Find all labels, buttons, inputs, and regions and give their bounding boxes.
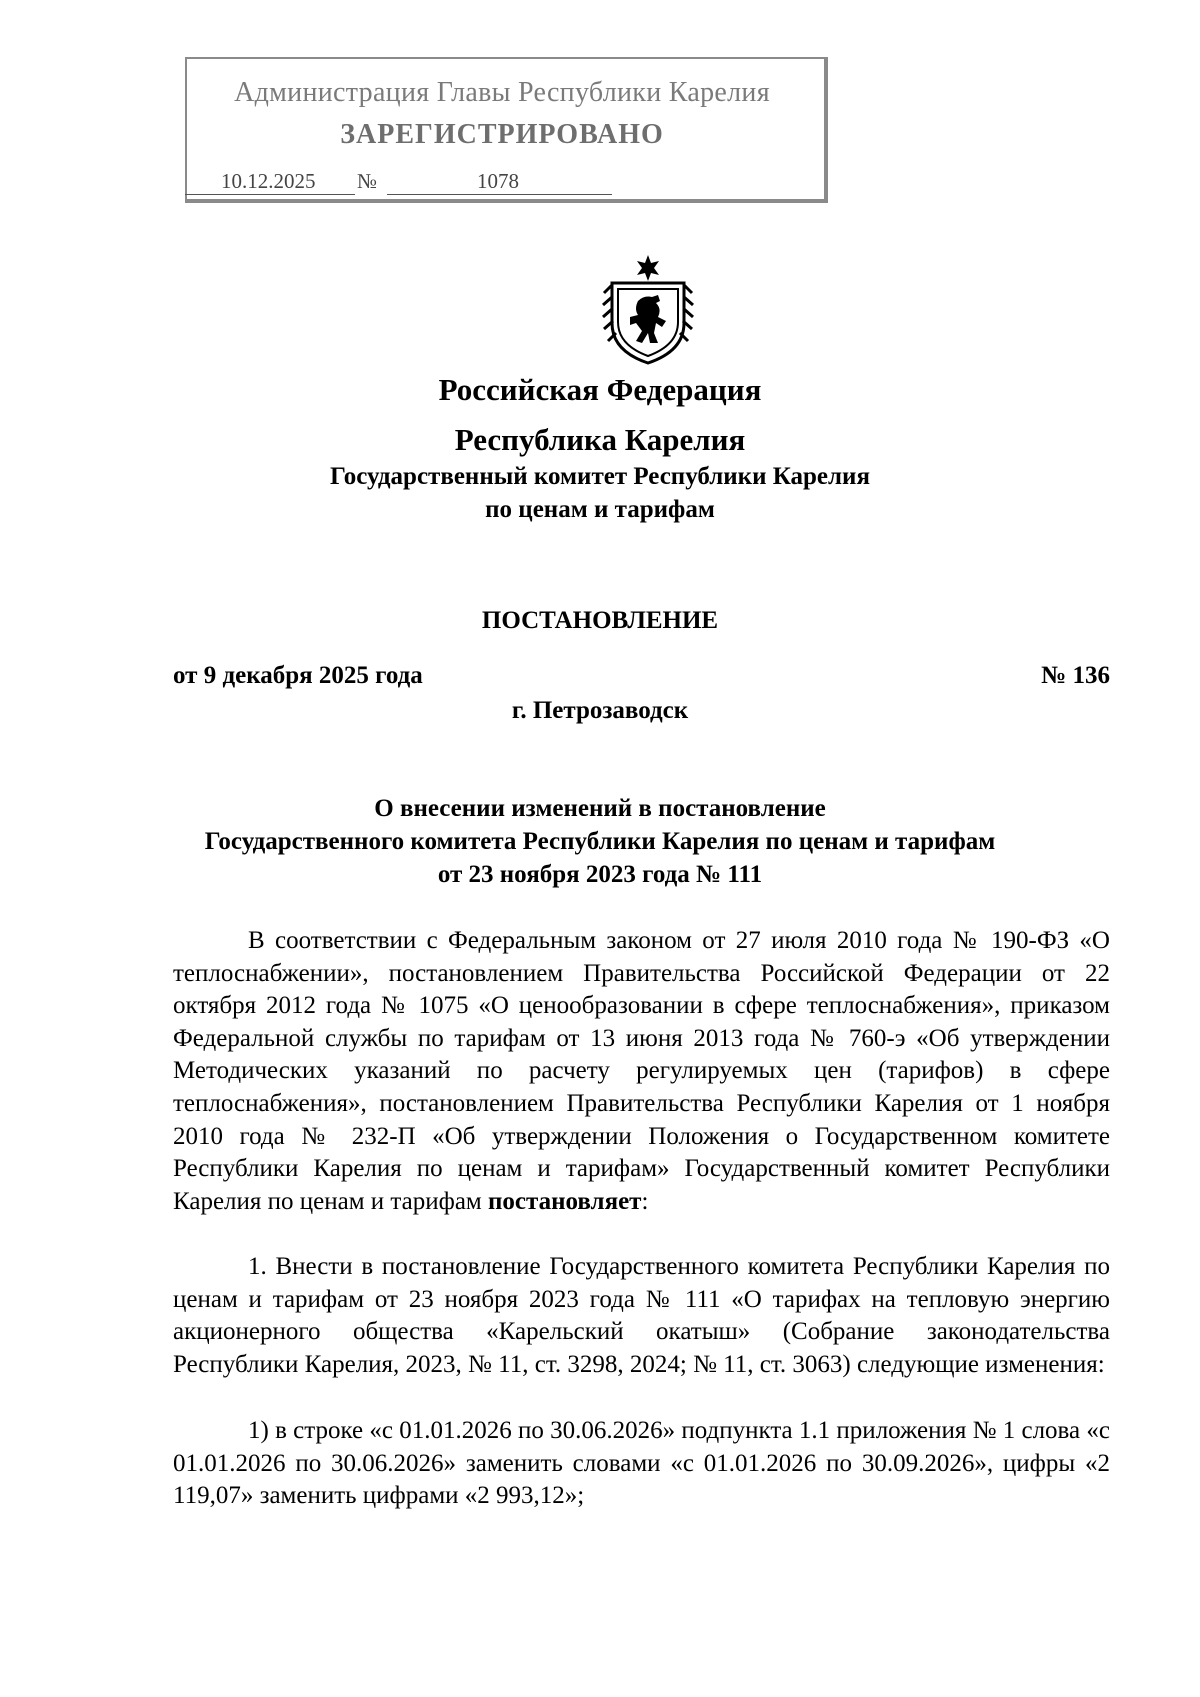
document-title-line: О внесении изменений в постановление (374, 795, 826, 822)
document-title-line: Государственного комитета Республики Карелия по ценам и тарифам (204, 828, 996, 855)
header-committee-line2: по ценам и тарифам (485, 496, 715, 523)
stamp-number-sign: № (357, 169, 378, 193)
stamp-number-underline (387, 194, 612, 195)
stamp-date: 10.12.2025 (221, 169, 316, 193)
stamp-number: 1078 (477, 169, 519, 193)
stamp-date-underline (185, 194, 355, 195)
header-committee-line1: Государственный комитет Республики Карелия (330, 463, 870, 490)
item-1-subitem-1-paragraph (173, 1415, 1110, 1513)
document-type: ПОСТАНОВЛЕНИЕ (481, 607, 719, 634)
coat-of-arms-karelia-icon (600, 253, 696, 365)
item-1-subitem-1-text: 1) в строке «с 01.01.2026 по 30.06.2026» подпункта 1.1 приложения № 1 слова «с 01.01.2026 по 30.06.2026» заменить словами «с 01.01.2026 по 30.09.2026», цифры «2 119,07» заменить цифрами «2 993,12»; (173, 1417, 1110, 1510)
item-1-text: 1. Внести в постановление Государственного комитета Республики Карелия по ценам и тарифам от 23 ноября 2023 года № 111 «О тарифах на тепловую энергию акционерного общества «Карельский окатыш» (Собрание законодательства Республики Карелия, 2023, № 11, ст. 3298, 2024; № 11, ст. 3063) следующие изменения: (173, 1253, 1110, 1378)
document-number: № 136 (1041, 662, 1110, 689)
stamp-organization: Администрация Главы Республики Карелия (234, 77, 770, 108)
preamble-text: В соответствии с Федеральным законом от 27 июля 2010 года № 190-ФЗ «О теплоснабжении», постановлением Правительства Российской Федерации от 22 октября 2012 года № 1075 «О ценообразовании в сфере теплоснабжения», приказом Федеральной службы по тарифам от 13 июня 2013 года № 760-э «Об утверждении Методических указаний по расчету регулируемых цен (тарифов) в сфере теплоснабжения», постановлением Правительства Республики Карелия от 1 ноября 2010 года № 232-П «Об утверждении Положения о Государственном комитете Республики Карелия по ценам и тарифам» Государственный комитет Республики Карелия по ценам и тарифам (173, 927, 1110, 1215)
preamble-decision-word: постановляет (488, 1187, 642, 1215)
header-country: Российская Федерация (438, 372, 762, 407)
header-republic: Республика Карелия (454, 422, 746, 457)
registration-stamp (185, 57, 828, 203)
document-city: г. Петрозаводск (511, 697, 689, 724)
document-date: от 9 декабря 2025 года (173, 662, 423, 689)
preamble-colon: : (641, 1187, 649, 1215)
stamp-status: ЗАРЕГИСТРИРОВАНО (340, 119, 664, 150)
document-title-line: от 23 ноября 2023 года № 111 (437, 861, 763, 888)
preamble-paragraph (173, 925, 1110, 1218)
item-1-paragraph (173, 1251, 1110, 1381)
